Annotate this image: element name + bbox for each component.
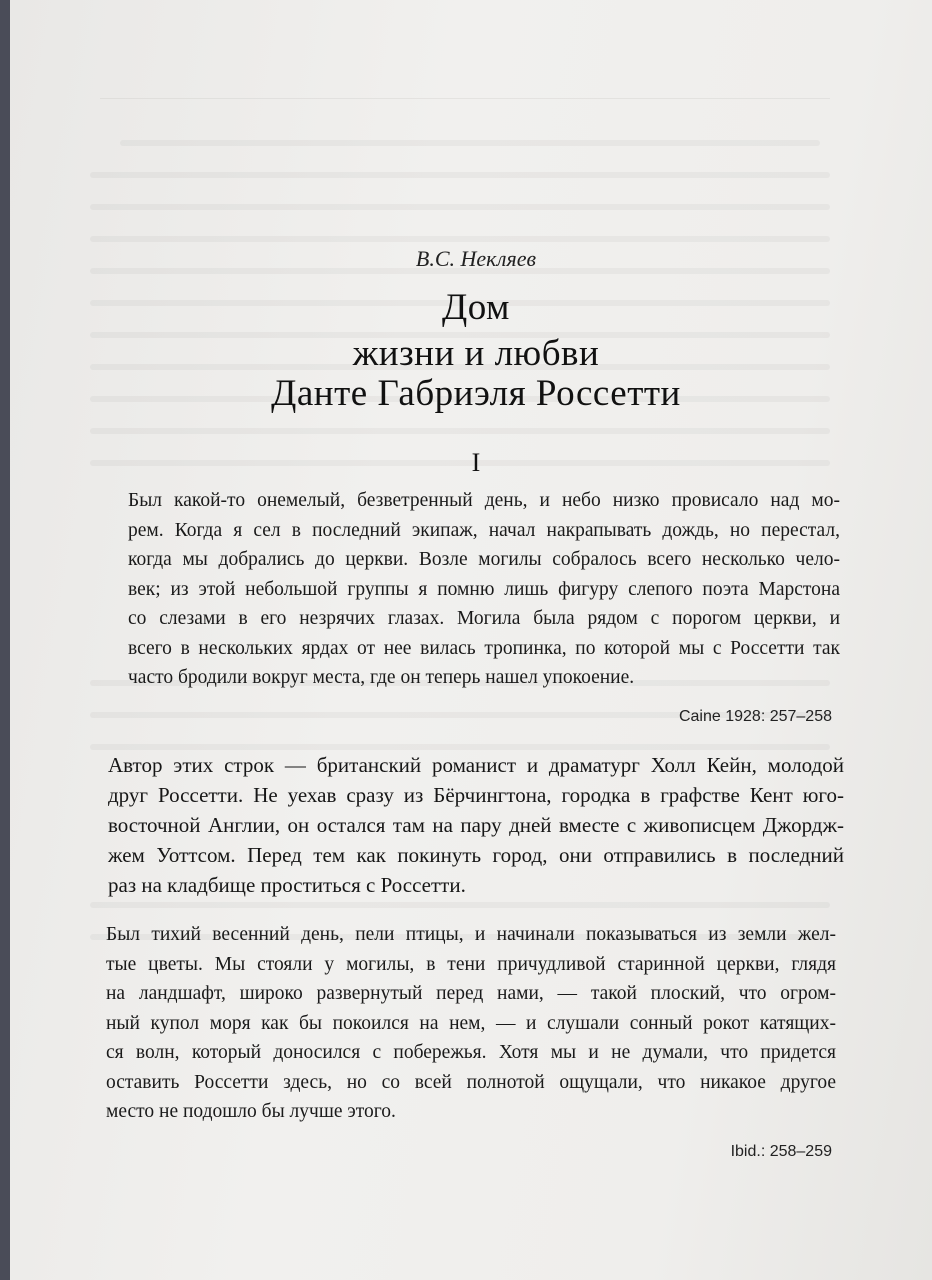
title-line-2: жизни и любви — [352, 333, 600, 374]
ghost-line — [120, 140, 820, 146]
quote-line: ся волн, который доносился с побережья. Хотя мы и не думали, что придется — [106, 1042, 836, 1063]
ghost-header-rule — [100, 98, 830, 99]
block-quote-2 — [106, 920, 836, 1127]
title-line-1: Дом — [442, 287, 510, 328]
quote-line: место не подошло бы лучше этого. — [106, 1101, 396, 1122]
ghost-line — [90, 172, 830, 178]
main-paragraph — [108, 750, 844, 900]
quote-line: всего в нескольких ярдах от нее вилась тропинка, по которой мы с Россетти так — [128, 637, 840, 659]
paragraph-line: Автор этих строк — британский романист и драматург Холл Кейн, молодой — [108, 753, 844, 777]
quote-2-source: Ibid.: 258–259 — [730, 1143, 832, 1160]
quote-line: рем. Когда я сел в последний экипаж, начал накрапывать дождь, но перестал, — [128, 519, 840, 541]
quote-line: со слезами в его незрячих глазах. Могила была рядом с порогом церкви, и — [128, 608, 840, 629]
quote-line: ный купол моря как бы покоился на нем, — и слушали сонный рокот катящих- — [106, 1012, 836, 1034]
chapter-number: I — [471, 448, 481, 477]
quote-line: часто бродили вокруг места, где он теперь нашел упокоение. — [128, 667, 635, 688]
quote-line: на ландшафт, широко развернутый перед нами, — такой плоский, что огром- — [106, 983, 836, 1004]
ghost-line — [90, 236, 830, 242]
ghost-line — [90, 902, 830, 908]
quote-line: тые цветы. Мы стояли у могилы, в тени причудливой старинной церкви, глядя — [106, 953, 836, 975]
quote-line: Был какой-то онемелый, безветренный день, и небо низко провисало над мо- — [128, 490, 840, 511]
paragraph-line: друг Россетти. Не уехав сразу из Бёрчингтона, городка в графстве Кент юго- — [108, 783, 844, 807]
quote-line: когда мы добрались до церкви. Возле могилы собралось всего несколько чело- — [128, 549, 840, 570]
quote-line: век; из этой небольшой группы я помню лишь фигуру слепого поэта Марстона — [128, 578, 840, 600]
block-quote-1 — [128, 486, 840, 693]
book-page — [10, 0, 932, 1280]
paragraph-line: раз на кладбище проститься с Россетти. — [108, 873, 466, 897]
ghost-line — [90, 204, 830, 210]
ghost-line — [90, 428, 830, 434]
quote-1-source: Caine 1928: 257–258 — [678, 708, 832, 725]
paragraph-line: восточной Англии, он остался там на пару дней вместе с живописцем Джордж- — [108, 813, 844, 837]
quote-line: Был тихий весенний день, пели птицы, и начинали показываться из земли жел- — [106, 924, 836, 945]
paragraph-line: жем Уоттсом. Перед тем как покинуть город, они отправились в последний — [108, 843, 844, 867]
author-name: В.С. Некляев — [415, 246, 537, 271]
title-line-3: Данте Габриэля Россетти — [271, 373, 681, 414]
quote-line: оставить Россетти здесь, но со всей полнотой ощущали, что никакое другое — [106, 1071, 836, 1093]
